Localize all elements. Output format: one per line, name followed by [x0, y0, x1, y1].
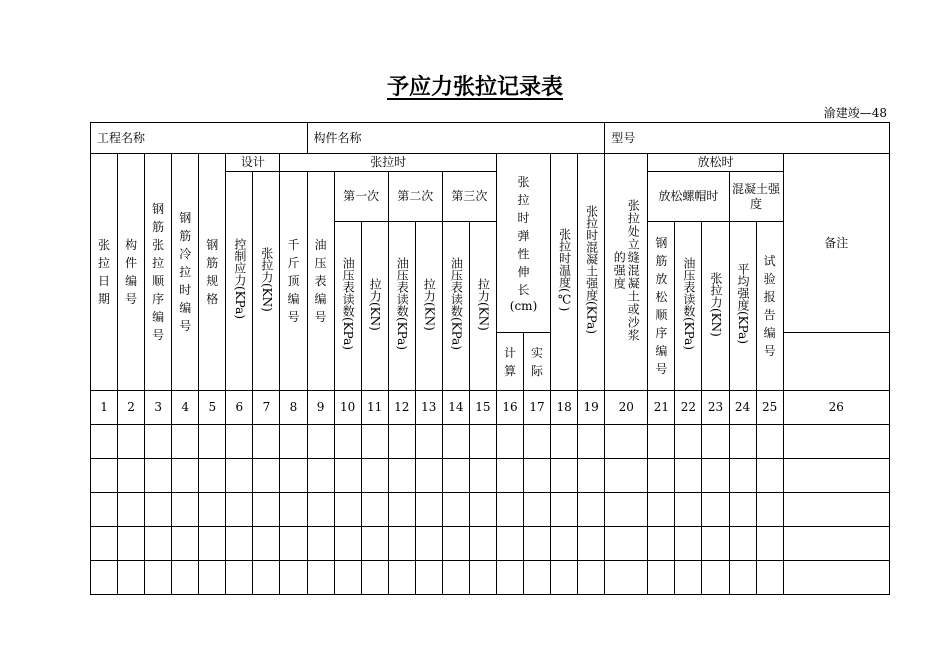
- blank-cell[interactable]: [199, 425, 226, 459]
- blank-cell[interactable]: [361, 527, 388, 561]
- blank-cell[interactable]: [388, 527, 415, 561]
- col-force-2: 拉力(KN): [415, 222, 442, 391]
- blank-cell[interactable]: [361, 425, 388, 459]
- blank-cell[interactable]: [551, 527, 578, 561]
- blank-cell[interactable]: [442, 459, 469, 493]
- member-name-cell: 构件名称: [307, 123, 605, 154]
- blank-cell[interactable]: [145, 561, 172, 595]
- blank-cell[interactable]: [756, 493, 783, 527]
- blank-cell[interactable]: [253, 561, 280, 595]
- blank-cell[interactable]: [496, 493, 523, 527]
- col-gauge-reading-3: 油压表读数(KPa): [442, 222, 469, 391]
- type-cell: 型号: [605, 123, 890, 154]
- blank-cell[interactable]: [524, 527, 551, 561]
- col-actual: 实际: [524, 333, 551, 391]
- blank-cell[interactable]: [307, 493, 334, 527]
- blank-cell[interactable]: [280, 425, 307, 459]
- col-average-strength: 平均强度(KPa): [729, 222, 756, 391]
- blank-cell[interactable]: [648, 425, 675, 459]
- blank-cell[interactable]: [118, 527, 145, 561]
- blank-cell[interactable]: [199, 493, 226, 527]
- blank-cell[interactable]: [91, 561, 118, 595]
- number-cell: 17: [524, 391, 551, 425]
- col-rebar-spec: 钢筋规格: [199, 154, 226, 391]
- blank-cell[interactable]: [469, 561, 496, 595]
- col-force-3: 拉力(KN): [469, 222, 496, 391]
- group-first: 第一次: [334, 172, 388, 222]
- col-gauge-reading-1: 油压表读数(KPa): [334, 222, 361, 391]
- number-cell: 21: [648, 391, 675, 425]
- blank-cell[interactable]: [334, 561, 361, 595]
- blank-cell[interactable]: [648, 493, 675, 527]
- blank-cell[interactable]: [756, 561, 783, 595]
- blank-cell[interactable]: [702, 493, 729, 527]
- blank-cell[interactable]: [551, 561, 578, 595]
- blank-cell[interactable]: [361, 459, 388, 493]
- blank-cell[interactable]: [280, 527, 307, 561]
- blank-cell[interactable]: [605, 425, 648, 459]
- blank-cell[interactable]: [578, 527, 605, 561]
- blank-cell[interactable]: [496, 459, 523, 493]
- blank-cell[interactable]: [145, 527, 172, 561]
- number-cell: 9: [307, 391, 334, 425]
- blank-cell[interactable]: [172, 425, 199, 459]
- number-cell: 5: [199, 391, 226, 425]
- table-row: [91, 493, 890, 527]
- blank-cell[interactable]: [702, 527, 729, 561]
- number-cell: 8: [280, 391, 307, 425]
- blank-cell[interactable]: [783, 459, 889, 493]
- blank-cell[interactable]: [578, 493, 605, 527]
- number-cell: 15: [469, 391, 496, 425]
- blank-cell[interactable]: [524, 459, 551, 493]
- blank-cell[interactable]: [253, 493, 280, 527]
- blank-cell[interactable]: [307, 425, 334, 459]
- blank-cell[interactable]: [118, 561, 145, 595]
- blank-cell[interactable]: [388, 561, 415, 595]
- blank-cell[interactable]: [253, 425, 280, 459]
- col-cold-draw-number: 钢筋冷拉时编号: [172, 154, 199, 391]
- blank-cell[interactable]: [496, 527, 523, 561]
- blank-cell[interactable]: [729, 527, 756, 561]
- blank-cell[interactable]: [783, 493, 889, 527]
- blank-cell[interactable]: [783, 425, 889, 459]
- col-jack-number: 千斤顶编号: [280, 172, 307, 391]
- col-release-order: 钢筋放松顺序编号: [648, 222, 675, 391]
- blank-cell[interactable]: [648, 459, 675, 493]
- blank-cell[interactable]: [172, 493, 199, 527]
- blank-cell[interactable]: [675, 459, 702, 493]
- blank-cell[interactable]: [648, 561, 675, 595]
- col-temperature: 张拉时温度(℃): [551, 154, 578, 391]
- blank-cell[interactable]: [729, 493, 756, 527]
- blank-cell[interactable]: [551, 459, 578, 493]
- number-cell: 13: [415, 391, 442, 425]
- blank-cell[interactable]: [307, 561, 334, 595]
- blank-cell[interactable]: [226, 493, 253, 527]
- blank-cell[interactable]: [280, 459, 307, 493]
- blank-cell[interactable]: [145, 425, 172, 459]
- table-row: [91, 425, 890, 459]
- blank-cell[interactable]: [605, 527, 648, 561]
- group-concrete-strength: 混凝土强度: [729, 172, 783, 222]
- col-joint-strength: 张拉处立缝混凝土或沙浆的强度: [605, 154, 648, 391]
- blank-cell[interactable]: [199, 561, 226, 595]
- remarks-blank: [783, 333, 889, 391]
- tension-record-table: [90, 122, 890, 595]
- blank-cell[interactable]: [578, 459, 605, 493]
- blank-cell[interactable]: [756, 527, 783, 561]
- blank-cell[interactable]: [91, 493, 118, 527]
- col-elastic-elongation: 张拉时弹性伸长 (cm): [496, 154, 550, 333]
- blank-cell[interactable]: [91, 527, 118, 561]
- blank-cell[interactable]: [118, 493, 145, 527]
- blank-cell[interactable]: [729, 561, 756, 595]
- blank-cell[interactable]: [388, 493, 415, 527]
- blank-cell[interactable]: [226, 425, 253, 459]
- blank-cell[interactable]: [118, 425, 145, 459]
- number-cell: 3: [145, 391, 172, 425]
- blank-cell[interactable]: [415, 527, 442, 561]
- col-remarks: 备注: [783, 154, 889, 333]
- blank-cell[interactable]: [172, 527, 199, 561]
- blank-cell[interactable]: [118, 459, 145, 493]
- blank-cell[interactable]: [361, 493, 388, 527]
- number-cell: 2: [118, 391, 145, 425]
- group-release: 放松时: [648, 154, 783, 172]
- col-member-number: 构件编号: [118, 154, 145, 391]
- blank-cell[interactable]: [415, 425, 442, 459]
- number-cell: 4: [172, 391, 199, 425]
- blank-cell[interactable]: [605, 493, 648, 527]
- blank-cell[interactable]: [388, 459, 415, 493]
- table-row: [91, 561, 890, 595]
- blank-cell[interactable]: [702, 561, 729, 595]
- blank-cell[interactable]: [729, 425, 756, 459]
- number-cell: 16: [496, 391, 523, 425]
- blank-cell[interactable]: [91, 459, 118, 493]
- group-release-nut: 放松螺帽时: [648, 172, 729, 222]
- blank-cell[interactable]: [172, 459, 199, 493]
- page-title: 予应力张拉记录表: [386, 74, 563, 100]
- blank-cell[interactable]: [145, 459, 172, 493]
- number-cell: 20: [605, 391, 648, 425]
- blank-cell[interactable]: [442, 425, 469, 459]
- blank-cell[interactable]: [783, 561, 889, 595]
- blank-cell[interactable]: [334, 459, 361, 493]
- col-control-stress: 控制应力(KPa): [226, 172, 253, 391]
- blank-cell[interactable]: [226, 561, 253, 595]
- number-cell: 26: [783, 391, 889, 425]
- col-tension-date: 张拉日期: [91, 154, 118, 391]
- number-cell: 11: [361, 391, 388, 425]
- blank-cell[interactable]: [415, 561, 442, 595]
- blank-cell[interactable]: [675, 527, 702, 561]
- number-cell: 23: [702, 391, 729, 425]
- number-cell: 1: [91, 391, 118, 425]
- blank-cell[interactable]: [729, 459, 756, 493]
- blank-cell[interactable]: [199, 527, 226, 561]
- blank-cell[interactable]: [145, 493, 172, 527]
- group-tension: 张拉时: [280, 154, 497, 172]
- col-release-force: 张拉力(KN): [702, 222, 729, 391]
- column-number-row: [91, 391, 890, 425]
- blank-cell[interactable]: [442, 527, 469, 561]
- blank-cell[interactable]: [524, 493, 551, 527]
- blank-cell[interactable]: [91, 425, 118, 459]
- blank-cell[interactable]: [756, 459, 783, 493]
- blank-cell[interactable]: [253, 459, 280, 493]
- blank-cell[interactable]: [675, 425, 702, 459]
- blank-cell[interactable]: [307, 527, 334, 561]
- blank-cell[interactable]: [469, 459, 496, 493]
- blank-cell[interactable]: [675, 561, 702, 595]
- number-cell: 14: [442, 391, 469, 425]
- blank-cell[interactable]: [442, 561, 469, 595]
- number-cell: 25: [756, 391, 783, 425]
- blank-cell[interactable]: [307, 459, 334, 493]
- number-cell: 24: [729, 391, 756, 425]
- blank-cell[interactable]: [442, 493, 469, 527]
- number-cell: 18: [551, 391, 578, 425]
- document-number: 渝建竣—48: [823, 106, 887, 120]
- group-third: 第三次: [442, 172, 496, 222]
- col-gauge-reading-2: 油压表读数(KPa): [388, 222, 415, 391]
- group-second: 第二次: [388, 172, 442, 222]
- number-cell: 6: [226, 391, 253, 425]
- blank-cell[interactable]: [496, 425, 523, 459]
- blank-cell[interactable]: [334, 493, 361, 527]
- group-design: 设计: [226, 154, 280, 172]
- blank-cell[interactable]: [469, 493, 496, 527]
- blank-cell[interactable]: [361, 561, 388, 595]
- col-concrete-strength-tension: 张拉时混凝土强度(KPa): [578, 154, 605, 391]
- blank-cell[interactable]: [783, 527, 889, 561]
- number-cell: 12: [388, 391, 415, 425]
- blank-cell[interactable]: [551, 493, 578, 527]
- blank-cell[interactable]: [496, 561, 523, 595]
- blank-cell[interactable]: [551, 425, 578, 459]
- blank-cell[interactable]: [253, 527, 280, 561]
- number-cell: 7: [253, 391, 280, 425]
- blank-cell[interactable]: [388, 425, 415, 459]
- blank-cell[interactable]: [415, 493, 442, 527]
- number-cell: 10: [334, 391, 361, 425]
- blank-cell[interactable]: [334, 425, 361, 459]
- blank-cell[interactable]: [605, 459, 648, 493]
- col-calculated: 计算: [496, 333, 523, 391]
- blank-cell[interactable]: [334, 527, 361, 561]
- blank-cell[interactable]: [702, 459, 729, 493]
- blank-cell[interactable]: [199, 459, 226, 493]
- blank-cell[interactable]: [605, 561, 648, 595]
- blank-cell[interactable]: [469, 527, 496, 561]
- number-cell: 22: [675, 391, 702, 425]
- blank-cell[interactable]: [702, 425, 729, 459]
- blank-cell[interactable]: [648, 527, 675, 561]
- col-design-force: 张拉力(KN): [253, 172, 280, 391]
- blank-cell[interactable]: [415, 459, 442, 493]
- project-name-cell: 工程名称: [91, 123, 308, 154]
- blank-cell[interactable]: [524, 425, 551, 459]
- blank-cell[interactable]: [226, 459, 253, 493]
- blank-cell[interactable]: [172, 561, 199, 595]
- info-row: [91, 123, 890, 154]
- blank-cell[interactable]: [756, 425, 783, 459]
- blank-cell[interactable]: [578, 561, 605, 595]
- col-force-1: 拉力(KN): [361, 222, 388, 391]
- blank-cell[interactable]: [226, 527, 253, 561]
- blank-cell[interactable]: [524, 561, 551, 595]
- blank-cell[interactable]: [469, 425, 496, 459]
- col-test-report: 试验报告编号: [756, 222, 783, 391]
- col-gauge-number: 油压表编号: [307, 172, 334, 391]
- table-row: [91, 527, 890, 561]
- col-release-gauge-reading: 油压表读数(KPa): [675, 222, 702, 391]
- table-row: [91, 459, 890, 493]
- col-tension-order: 钢筋张拉顺序编号: [145, 154, 172, 391]
- blank-cell[interactable]: [578, 425, 605, 459]
- blank-cell[interactable]: [675, 493, 702, 527]
- blank-cell[interactable]: [280, 561, 307, 595]
- blank-cell[interactable]: [280, 493, 307, 527]
- number-cell: 19: [578, 391, 605, 425]
